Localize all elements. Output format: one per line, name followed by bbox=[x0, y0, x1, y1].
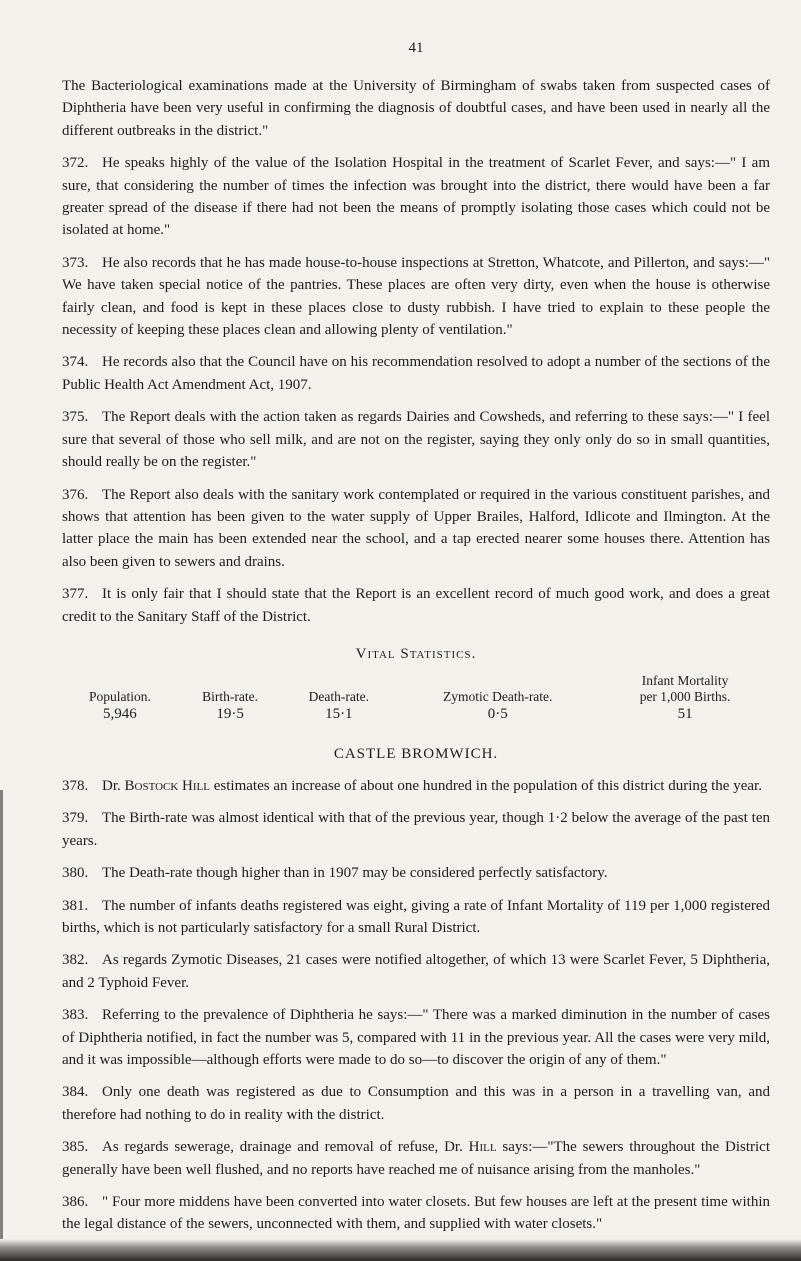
paragraph-383 bbox=[62, 1004, 770, 1071]
paragraph-text: The Birth-rate was almost identical with that of the previous year, though 1·2 below the average of the past ten years. bbox=[62, 810, 770, 849]
paragraph-number: 373. bbox=[62, 254, 89, 271]
paragraph-text: The Report deals with the action taken as regards Dairies and Cowsheds, and referring to these says:—" I feel sure that several of those who sell milk, and are not on the register, saying they only only do so in small quantities, should really be on the register." bbox=[62, 409, 770, 471]
scan-left-edge bbox=[0, 790, 3, 1240]
paragraph-377 bbox=[62, 583, 770, 628]
paragraph-372 bbox=[62, 152, 770, 242]
paragraph-number: 386. bbox=[62, 1194, 89, 1211]
table-header-row-1 bbox=[62, 673, 770, 689]
vital-statistics-title: Vital Statistics. bbox=[355, 645, 477, 662]
table-header-cell: per 1,000 Births. bbox=[639, 688, 731, 704]
paragraph-text: The Report also deals with the sanitary work contemplated or required in the various constituent parishes, and shows that attention has been given to the water supply of Upper Brailes, Halford, Idlicote and Ilmington. At the latter place the main has been extended near the school, and a tap erected nearer some houses there. Attention has also been given to sewers and drains. bbox=[62, 486, 770, 570]
paragraph-378 bbox=[62, 775, 770, 797]
paragraph-373 bbox=[62, 252, 770, 342]
table-cell: 15·1 bbox=[325, 705, 353, 722]
table-header-cell: Death-rate. bbox=[308, 688, 369, 704]
paragraph-text: says:—"The sewers throughout the District generally have been well flushed, and no reports have reached me of nuisance arising from the manholes." bbox=[62, 1139, 770, 1178]
paragraph-380 bbox=[62, 862, 770, 884]
table-header-cell: Infant Mortality bbox=[641, 672, 729, 688]
vital-statistics-table bbox=[62, 673, 770, 722]
paragraph-number: 374. bbox=[62, 354, 89, 371]
paragraph-text: He also records that he has made house-to-house inspections at Stretton, Whatcote, and Pillerton, and says:—" We have taken special notice of the pantries. These places are often very dirty, even when the house is otherwise fairly clean, and food is kept in these places close to dusty rubbish. I have tried to explain to these people the necessity of keeping these places clean and allowing plenty of ventilation." bbox=[62, 254, 770, 339]
paragraph-text: He speaks highly of the value of the Isolation Hospital in the treatment of Scarlet Fever, and says:—" I am sure, that considering the number of times the infection was brought into the district, there would have been a far greater spread of the disease if there had not been the means of promptly isolating those cases which could not be isolated at home." bbox=[62, 155, 770, 239]
paragraph-text-prefix: As regards sewerage, drainage and removal of refuse, Dr. bbox=[102, 1139, 469, 1156]
paragraph-text: The number of infants deaths registered was eight, giving a rate of Infant Mortality of 119 per 1,000 registered births, which is not particularly satisfactory for a small Rural District. bbox=[62, 897, 770, 936]
paragraph-number: 377. bbox=[62, 586, 89, 603]
paragraph-385 bbox=[62, 1136, 770, 1181]
table-header-cell: Population. bbox=[88, 688, 151, 704]
table-header-cell bbox=[282, 673, 395, 689]
paragraph-number: 379. bbox=[62, 810, 89, 827]
person-name: Hill bbox=[468, 1139, 497, 1156]
table-header-cell bbox=[62, 673, 178, 689]
table-header-cell bbox=[178, 673, 283, 689]
table-header-cell: Zymotic Death-rate. bbox=[442, 688, 553, 704]
paragraph-375 bbox=[62, 406, 770, 473]
paragraph-text: He records also that the Council have on his recommendation resolved to adopt a number of the sections of the Public Health Act Amendment Act, 1907. bbox=[62, 354, 770, 393]
paragraph-text: Only one death was registered as due to Consumption and this was in a person in a travelling van, and therefore had nothing to do in reality with the district. bbox=[62, 1084, 770, 1123]
section-title: CASTLE BROMWICH. bbox=[333, 745, 499, 762]
paragraph-text: Referring to the prevalence of Diphtheria he says:—" There was a marked diminution in the number of cases of Diphtheria notified, in fact the number was 5, compared with 11 in the previous year. All the cases were very mild, and it was impossible—although efforts were made to do so—to discover the origin of any of them." bbox=[62, 1007, 770, 1068]
paragraph-text: As regards Zymotic Diseases, 21 cases were notified altogether, of which 13 were Scarlet Fever, 5 Diphtheria, and 2 Typhoid Fever. bbox=[62, 952, 770, 991]
paragraph-384 bbox=[62, 1081, 770, 1126]
paragraph-number: 381. bbox=[62, 897, 89, 914]
table-cell: 51 bbox=[677, 705, 693, 722]
table-header-row-2 bbox=[62, 689, 770, 705]
paragraph-number: 383. bbox=[62, 1007, 89, 1024]
paragraph-number: 385. bbox=[62, 1139, 89, 1156]
paragraph-376 bbox=[62, 484, 770, 574]
paragraph-text: It is only fair that I should state that the Report is an excellent record of much good work, and does a great credit to the Sanitary Staff of the District. bbox=[62, 586, 770, 625]
paragraph-381 bbox=[62, 895, 770, 940]
paragraph-379 bbox=[62, 807, 770, 852]
paragraph-number: 375. bbox=[62, 409, 89, 426]
paragraph-number: 382. bbox=[62, 952, 89, 969]
paragraph-text: estimates an increase of about one hundred in the population of this district during the year. bbox=[210, 777, 762, 794]
paragraph-382 bbox=[62, 949, 770, 994]
paragraph-number: 380. bbox=[62, 865, 89, 882]
paragraph-number: 376. bbox=[62, 486, 89, 503]
paragraph-group-b bbox=[62, 775, 770, 1236]
table-row bbox=[62, 705, 770, 722]
paragraph-group-a bbox=[62, 152, 770, 628]
document-page bbox=[62, 40, 770, 1246]
table-cell: 0·5 bbox=[487, 705, 508, 722]
person-name: Bostock Hill bbox=[124, 777, 210, 794]
paragraph-text: " Four more middens have been converted into water closets. But few houses are left at the present time within the legal distance of the sewers, unconnected with them, and supplied with water closets." bbox=[62, 1194, 770, 1233]
table-header-cell bbox=[395, 673, 600, 689]
scan-bottom-edge bbox=[0, 1239, 801, 1261]
table-cell: 5,946 bbox=[103, 705, 137, 722]
opening-paragraph: The Bacteriological examinations made at the University of Birmingham of swabs taken from suspected cases of Diphtheria have been very useful in confirming the diagnosis of doubtful cases, and have been used in nearly all the different outbreaks in the district." bbox=[62, 78, 770, 139]
table-cell: 19·5 bbox=[216, 705, 244, 722]
paragraph-text: The Death-rate though higher than in 1907 may be considered perfectly satisfactory. bbox=[102, 865, 608, 882]
paragraph-number: 372. bbox=[62, 155, 89, 172]
page-number: 41 bbox=[408, 40, 424, 56]
paragraph-number: 378. bbox=[62, 777, 89, 794]
paragraph-374 bbox=[62, 351, 770, 396]
paragraph-386 bbox=[62, 1191, 770, 1236]
paragraph-number: 384. bbox=[62, 1084, 89, 1101]
paragraph-text-prefix: Dr. bbox=[102, 777, 125, 794]
table-header-cell: Birth-rate. bbox=[202, 688, 259, 704]
